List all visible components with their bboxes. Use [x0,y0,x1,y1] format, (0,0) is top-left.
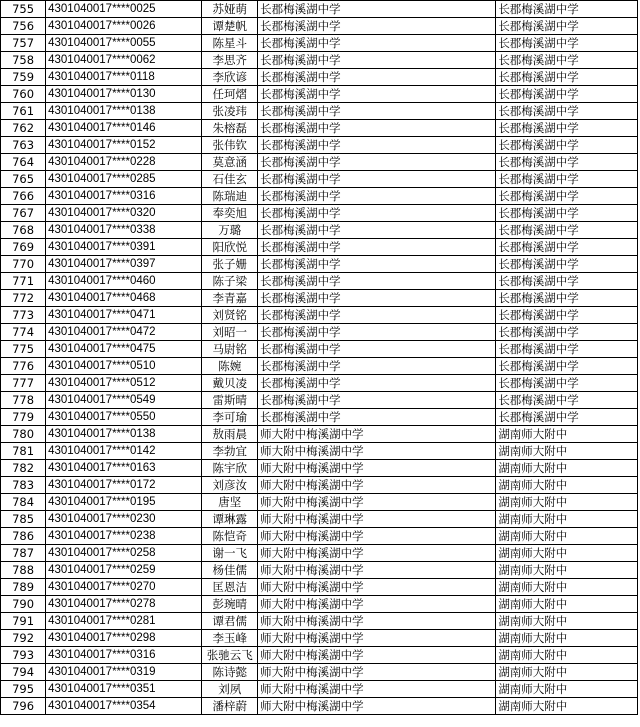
student-name-cell: 谭琳露 [202,511,258,528]
school-cell: 师大附中梅溪湖中学 [258,443,496,460]
id-number-cell: 4301040017****0354 [46,698,202,715]
student-name-cell: 彭琬晴 [202,596,258,613]
table-row [1,409,638,426]
student-name-cell: 苏娅萌 [202,1,258,18]
table-row [1,205,638,222]
id-number-cell: 4301040017****0460 [46,273,202,290]
assigned-school-cell: 湖南师大附中 [496,681,638,698]
id-number-cell: 4301040017****0259 [46,562,202,579]
id-number-cell: 4301040017****0195 [46,494,202,511]
id-number-cell: 4301040017****0172 [46,477,202,494]
school-cell: 长郡梅溪湖中学 [258,18,496,35]
id-number-cell: 4301040017****0062 [46,52,202,69]
school-cell: 师大附中梅溪湖中学 [258,494,496,511]
id-number-cell: 4301040017****0138 [46,426,202,443]
table-row [1,528,638,545]
table-row [1,69,638,86]
id-number-cell: 4301040017****0285 [46,171,202,188]
table-row [1,137,638,154]
student-name-cell: 阳欣悦 [202,239,258,256]
assigned-school-cell: 湖南师大附中 [496,562,638,579]
row-number-cell: 768 [1,222,46,239]
student-name-cell: 陈恺奇 [202,528,258,545]
school-cell: 长郡梅溪湖中学 [258,358,496,375]
school-cell: 长郡梅溪湖中学 [258,307,496,324]
row-number-cell: 792 [1,630,46,647]
assigned-school-cell: 长郡梅溪湖中学 [496,222,638,239]
assigned-school-cell: 长郡梅溪湖中学 [496,392,638,409]
school-cell: 师大附中梅溪湖中学 [258,647,496,664]
student-name-cell: 石佳玄 [202,171,258,188]
table-row [1,562,638,579]
row-number-cell: 791 [1,613,46,630]
school-cell: 长郡梅溪湖中学 [258,256,496,273]
table-row [1,222,638,239]
assigned-school-cell: 湖南师大附中 [496,698,638,715]
school-cell: 长郡梅溪湖中学 [258,154,496,171]
school-cell: 长郡梅溪湖中学 [258,188,496,205]
row-number-cell: 777 [1,375,46,392]
id-number-cell: 4301040017****0270 [46,579,202,596]
id-number-cell: 4301040017****0130 [46,86,202,103]
assigned-school-cell: 湖南师大附中 [496,443,638,460]
student-name-cell: 张子姗 [202,256,258,273]
student-name-cell: 敖雨晨 [202,426,258,443]
table-row [1,579,638,596]
row-number-cell: 787 [1,545,46,562]
row-number-cell: 769 [1,239,46,256]
assigned-school-cell: 长郡梅溪湖中学 [496,324,638,341]
school-cell: 长郡梅溪湖中学 [258,120,496,137]
table-row [1,239,638,256]
assigned-school-cell: 长郡梅溪湖中学 [496,1,638,18]
table-row [1,392,638,409]
row-number-cell: 794 [1,664,46,681]
student-name-cell: 陈瑞迪 [202,188,258,205]
assigned-school-cell: 长郡梅溪湖中学 [496,52,638,69]
student-name-cell: 张伟钦 [202,137,258,154]
student-name-cell: 莫意涵 [202,154,258,171]
table-row [1,460,638,477]
id-number-cell: 4301040017****0281 [46,613,202,630]
school-cell: 长郡梅溪湖中学 [258,375,496,392]
school-cell: 师大附中梅溪湖中学 [258,579,496,596]
student-name-cell: 谭君儒 [202,613,258,630]
student-name-cell: 杨佳儒 [202,562,258,579]
table-row [1,86,638,103]
table-body [1,1,638,715]
school-cell: 长郡梅溪湖中学 [258,103,496,120]
school-cell: 长郡梅溪湖中学 [258,239,496,256]
school-cell: 师大附中梅溪湖中学 [258,698,496,715]
id-number-cell: 4301040017****0278 [46,596,202,613]
row-number-cell: 759 [1,69,46,86]
assigned-school-cell: 长郡梅溪湖中学 [496,188,638,205]
assigned-school-cell: 湖南师大附中 [496,511,638,528]
assigned-school-cell: 长郡梅溪湖中学 [496,290,638,307]
table-row [1,681,638,698]
table-row [1,171,638,188]
id-number-cell: 4301040017****0055 [46,35,202,52]
id-number-cell: 4301040017****0320 [46,205,202,222]
table-row [1,103,638,120]
table-row [1,596,638,613]
student-name-cell: 匡恩洁 [202,579,258,596]
id-number-cell: 4301040017****0146 [46,120,202,137]
row-number-cell: 764 [1,154,46,171]
student-name-cell: 李欣谚 [202,69,258,86]
id-number-cell: 4301040017****0510 [46,358,202,375]
id-number-cell: 4301040017****0316 [46,188,202,205]
student-name-cell: 刘彦汝 [202,477,258,494]
student-name-cell: 戴贝凌 [202,375,258,392]
id-number-cell: 4301040017****0472 [46,324,202,341]
school-cell: 师大附中梅溪湖中学 [258,528,496,545]
row-number-cell: 782 [1,460,46,477]
row-number-cell: 758 [1,52,46,69]
student-name-cell: 万璐 [202,222,258,239]
assigned-school-cell: 长郡梅溪湖中学 [496,273,638,290]
row-number-cell: 772 [1,290,46,307]
school-cell: 长郡梅溪湖中学 [258,392,496,409]
school-cell: 长郡梅溪湖中学 [258,52,496,69]
table-row [1,647,638,664]
student-name-cell: 任珂熠 [202,86,258,103]
row-number-cell: 774 [1,324,46,341]
school-cell: 长郡梅溪湖中学 [258,69,496,86]
school-cell: 长郡梅溪湖中学 [258,290,496,307]
id-number-cell: 4301040017****0238 [46,528,202,545]
assigned-school-cell: 长郡梅溪湖中学 [496,171,638,188]
table-row [1,1,638,18]
student-name-cell: 陈星斗 [202,35,258,52]
table-row [1,477,638,494]
id-number-cell: 4301040017****0338 [46,222,202,239]
id-number-cell: 4301040017****0512 [46,375,202,392]
assigned-school-cell: 长郡梅溪湖中学 [496,239,638,256]
id-number-cell: 4301040017****0230 [46,511,202,528]
assigned-school-cell: 长郡梅溪湖中学 [496,307,638,324]
row-number-cell: 760 [1,86,46,103]
assigned-school-cell: 长郡梅溪湖中学 [496,375,638,392]
assigned-school-cell: 湖南师大附中 [496,613,638,630]
assigned-school-cell: 湖南师大附中 [496,630,638,647]
assigned-school-cell: 湖南师大附中 [496,579,638,596]
student-name-cell: 张凌玮 [202,103,258,120]
school-cell: 长郡梅溪湖中学 [258,171,496,188]
student-name-cell: 陈婉 [202,358,258,375]
id-number-cell: 4301040017****0228 [46,154,202,171]
table-row [1,324,638,341]
id-number-cell: 4301040017****0475 [46,341,202,358]
row-number-cell: 779 [1,409,46,426]
school-cell: 长郡梅溪湖中学 [258,273,496,290]
table-row [1,188,638,205]
assigned-school-cell: 长郡梅溪湖中学 [496,256,638,273]
row-number-cell: 785 [1,511,46,528]
row-number-cell: 761 [1,103,46,120]
school-cell: 师大附中梅溪湖中学 [258,545,496,562]
row-number-cell: 790 [1,596,46,613]
assigned-school-cell: 长郡梅溪湖中学 [496,103,638,120]
table-row [1,290,638,307]
assigned-school-cell: 湖南师大附中 [496,477,638,494]
assigned-school-cell: 湖南师大附中 [496,494,638,511]
id-number-cell: 4301040017****0391 [46,239,202,256]
table-row [1,273,638,290]
row-number-cell: 786 [1,528,46,545]
table-row [1,358,638,375]
row-number-cell: 796 [1,698,46,715]
table-row [1,494,638,511]
school-cell: 师大附中梅溪湖中学 [258,630,496,647]
school-cell: 长郡梅溪湖中学 [258,1,496,18]
student-name-cell: 张驰云飞 [202,647,258,664]
id-number-cell: 4301040017****0471 [46,307,202,324]
school-cell: 长郡梅溪湖中学 [258,222,496,239]
row-number-cell: 762 [1,120,46,137]
id-number-cell: 4301040017****0163 [46,460,202,477]
school-cell: 师大附中梅溪湖中学 [258,562,496,579]
student-name-cell: 谢一飞 [202,545,258,562]
row-number-cell: 781 [1,443,46,460]
row-number-cell: 788 [1,562,46,579]
row-number-cell: 778 [1,392,46,409]
school-cell: 师大附中梅溪湖中学 [258,681,496,698]
row-number-cell: 766 [1,188,46,205]
school-cell: 师大附中梅溪湖中学 [258,664,496,681]
row-number-cell: 770 [1,256,46,273]
id-number-cell: 4301040017****0026 [46,18,202,35]
row-number-cell: 789 [1,579,46,596]
id-number-cell: 4301040017****0142 [46,443,202,460]
table-row [1,307,638,324]
id-number-cell: 4301040017****0468 [46,290,202,307]
id-number-cell: 4301040017****0118 [46,69,202,86]
table-row [1,154,638,171]
student-name-cell: 唐坚 [202,494,258,511]
school-cell: 长郡梅溪湖中学 [258,324,496,341]
table-row [1,426,638,443]
assigned-school-cell: 长郡梅溪湖中学 [496,35,638,52]
id-number-cell: 4301040017****0316 [46,647,202,664]
id-number-cell: 4301040017****0258 [46,545,202,562]
assigned-school-cell: 湖南师大附中 [496,664,638,681]
student-name-cell: 朱榕磊 [202,120,258,137]
student-name-cell: 陈子梁 [202,273,258,290]
table-row [1,511,638,528]
row-number-cell: 775 [1,341,46,358]
student-name-cell: 雷斯晴 [202,392,258,409]
table-row [1,698,638,715]
assigned-school-cell: 长郡梅溪湖中学 [496,409,638,426]
school-cell: 长郡梅溪湖中学 [258,35,496,52]
school-cell: 长郡梅溪湖中学 [258,86,496,103]
school-cell: 长郡梅溪湖中学 [258,341,496,358]
table-row [1,52,638,69]
student-name-cell: 刘昭一 [202,324,258,341]
row-number-cell: 780 [1,426,46,443]
row-number-cell: 795 [1,681,46,698]
student-name-cell: 刘贤铭 [202,307,258,324]
id-number-cell: 4301040017****0025 [46,1,202,18]
student-name-cell: 李思齐 [202,52,258,69]
table-row [1,341,638,358]
row-number-cell: 771 [1,273,46,290]
row-number-cell: 765 [1,171,46,188]
table-row [1,630,638,647]
assigned-school-cell: 长郡梅溪湖中学 [496,137,638,154]
table-row [1,375,638,392]
student-name-cell: 李玉峰 [202,630,258,647]
student-name-cell: 奉奕旭 [202,205,258,222]
student-name-cell: 李可瑜 [202,409,258,426]
row-number-cell: 773 [1,307,46,324]
school-cell: 师大附中梅溪湖中学 [258,460,496,477]
assigned-school-cell: 长郡梅溪湖中学 [496,120,638,137]
id-number-cell: 4301040017****0550 [46,409,202,426]
student-name-cell: 马尉铭 [202,341,258,358]
assigned-school-cell: 长郡梅溪湖中学 [496,154,638,171]
row-number-cell: 767 [1,205,46,222]
id-number-cell: 4301040017****0397 [46,256,202,273]
assigned-school-cell: 湖南师大附中 [496,596,638,613]
table-row [1,443,638,460]
row-number-cell: 757 [1,35,46,52]
assigned-school-cell: 长郡梅溪湖中学 [496,86,638,103]
id-number-cell: 4301040017****0138 [46,103,202,120]
student-name-cell: 李青嘉 [202,290,258,307]
school-cell: 师大附中梅溪湖中学 [258,477,496,494]
table-row [1,35,638,52]
assigned-school-cell: 长郡梅溪湖中学 [496,18,638,35]
student-name-cell: 李勃宜 [202,443,258,460]
school-cell: 师大附中梅溪湖中学 [258,613,496,630]
table-row [1,545,638,562]
row-number-cell: 776 [1,358,46,375]
id-number-cell: 4301040017****0351 [46,681,202,698]
assigned-school-cell: 长郡梅溪湖中学 [496,341,638,358]
assigned-school-cell: 湖南师大附中 [496,528,638,545]
school-cell: 长郡梅溪湖中学 [258,409,496,426]
school-cell: 师大附中梅溪湖中学 [258,596,496,613]
assigned-school-cell: 湖南师大附中 [496,460,638,477]
table-row [1,664,638,681]
student-name-cell: 陈宇欣 [202,460,258,477]
school-cell: 长郡梅溪湖中学 [258,205,496,222]
row-number-cell: 763 [1,137,46,154]
assigned-school-cell: 湖南师大附中 [496,647,638,664]
school-cell: 师大附中梅溪湖中学 [258,511,496,528]
id-number-cell: 4301040017****0319 [46,664,202,681]
row-number-cell: 784 [1,494,46,511]
student-name-cell: 潘梓蔚 [202,698,258,715]
assigned-school-cell: 湖南师大附中 [496,426,638,443]
student-name-cell: 谭楚帆 [202,18,258,35]
school-cell: 师大附中梅溪湖中学 [258,426,496,443]
row-number-cell: 755 [1,1,46,18]
row-number-cell: 783 [1,477,46,494]
table-row [1,256,638,273]
row-number-cell: 756 [1,18,46,35]
school-cell: 长郡梅溪湖中学 [258,137,496,154]
assigned-school-cell: 湖南师大附中 [496,545,638,562]
assigned-school-cell: 长郡梅溪湖中学 [496,69,638,86]
student-name-cell: 陈诗懿 [202,664,258,681]
id-number-cell: 4301040017****0152 [46,137,202,154]
student-name-cell: 刘夙 [202,681,258,698]
table-row [1,120,638,137]
id-number-cell: 4301040017****0298 [46,630,202,647]
id-number-cell: 4301040017****0549 [46,392,202,409]
assigned-school-cell: 长郡梅溪湖中学 [496,358,638,375]
table-row [1,613,638,630]
table-row [1,18,638,35]
row-number-cell: 793 [1,647,46,664]
assigned-school-cell: 长郡梅溪湖中学 [496,205,638,222]
